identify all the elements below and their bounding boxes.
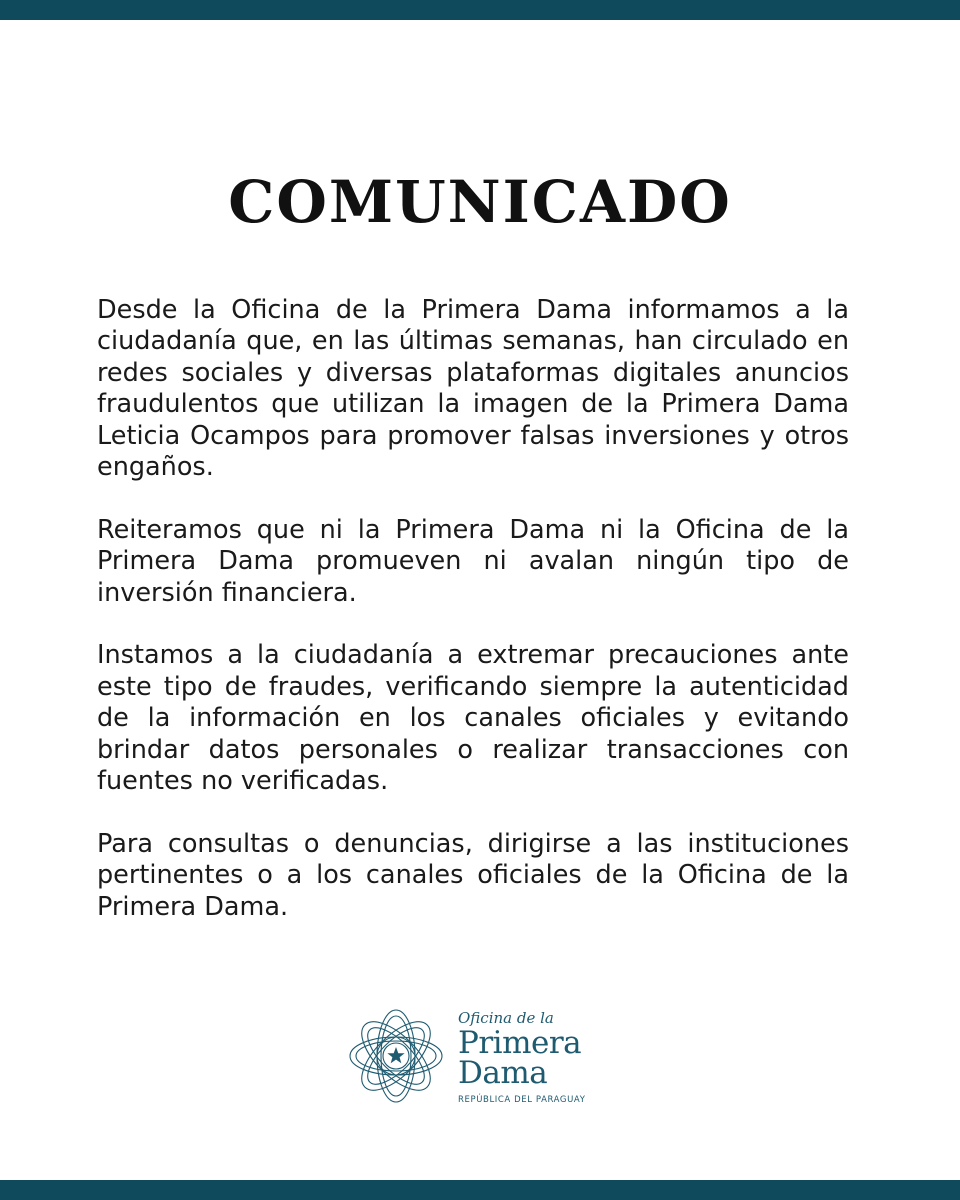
statement-body [97,295,849,954]
logo-line-dama: Dama [458,1055,548,1091]
top-band [0,0,960,20]
logo-text [458,1006,618,1108]
logo-line-primera: Primera [458,1025,582,1061]
paragraph-4: Para consultas o denuncias, dirigirse a las instituciones pertinentes o a los canales oficiales de la Oficina de la Primera Dama. [97,828,849,922]
logo [346,1006,616,1116]
logo-line-oficina: Oficina de la [458,1009,554,1027]
paragraph-1: Desde la Oficina de la Primera Dama informamos a la ciudadanía que, en las últimas semanas, han circulado en redes sociales y diversas plataformas digitales anuncios fraudulentos que utilizan la imagen de la Primera Dama Leticia Ocampos para promover falsas inversiones y otros engaños. [97,295,849,483]
paragraph-3: Instamos a la ciudadanía a extremar precauciones ante este tipo de fraudes, verificando siempre la autenticidad de la información en los canales oficiales y evitando brindar datos personales o realizar transacciones con fuentes no verificadas. [97,640,849,797]
bottom-band [0,1180,960,1200]
logo-line-republica: REPÚBLICA DEL PARAGUAY [458,1095,586,1105]
paragraph-2: Reiteramos que ni la Primera Dama ni la Oficina de la Primera Dama promueven ni avalan ningún tipo de inversión financiera. [97,514,849,608]
page-title: COMUNICADO [228,168,732,236]
emblem-icon [346,1006,446,1106]
